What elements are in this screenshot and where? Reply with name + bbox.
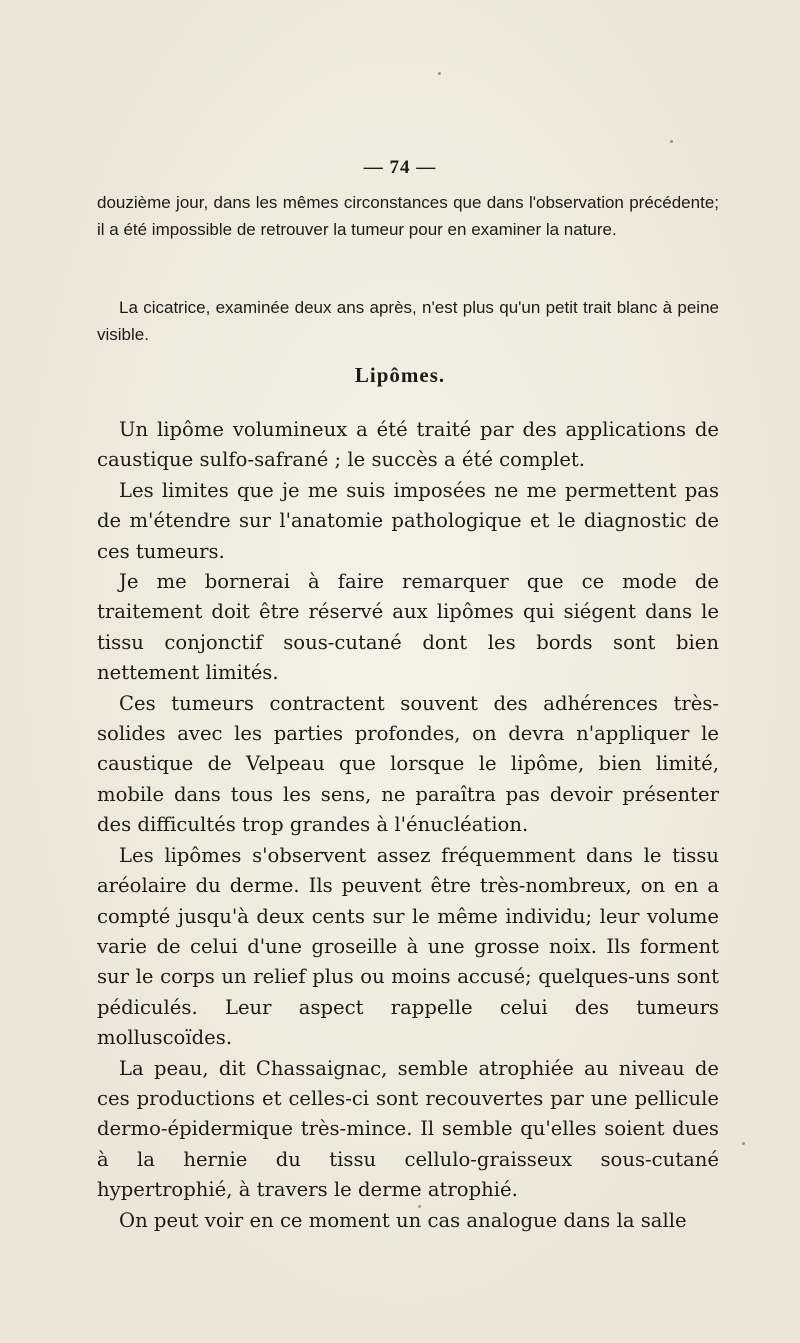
intro-paragraph-1 bbox=[97, 190, 719, 243]
body-paragraph: Je me bornerai à faire remarquer que ce mode de traitement doit être réservé aux lipômes qui siégent dans le tissu conjonctif sous-cutané dont les bords sont bien nettement limités. bbox=[97, 570, 719, 685]
paper-speck bbox=[418, 1205, 421, 1208]
section-body bbox=[97, 415, 719, 1236]
body-paragraph: Les limites que je me suis imposées ne me permettent pas de m'étendre sur l'anatomie pathologique et le diagnostic de ces tumeurs. bbox=[97, 478, 719, 563]
body-paragraph: La peau, dit Chassaignac, semble atrophiée au niveau de ces productions et celles-ci sont recouvertes par une pellicule dermo-épidermique très-mince. Il semble qu'elles soient dues à la hernie du tissu cellulo-graisseux sous-cutané hypertrophié, à travers le derme atrophié. bbox=[97, 1056, 719, 1202]
paragraph-text: La cicatrice, examinée deux ans après, n'est plus qu'un petit trait blanc à peine visible. bbox=[97, 298, 719, 344]
paper-speck bbox=[438, 72, 441, 75]
paragraph-text: douzième jour, dans les mêmes circonstances que dans l'observation précédente; il a été impossible de retrouver la tumeur pour en examiner la nature. bbox=[97, 193, 719, 239]
paper-speck bbox=[742, 1142, 745, 1145]
body-paragraph: Un lipôme volumineux a été traité par des applications de caustique sulfo-safrané ; le succès a été complet. bbox=[97, 418, 719, 472]
paper-speck bbox=[670, 140, 673, 143]
intro-paragraph-2 bbox=[97, 295, 719, 348]
section-title: Lipômes. bbox=[354, 363, 446, 387]
body-paragraph: Ces tumeurs contractent souvent des adhérences très-solides avec les parties profondes, on devra n'appliquer le caustique de Velpeau que lorsque le lipôme, bien limité, mobile dans tous les sens, ne paraîtra pas devoir présenter des difficultés trop grandes à l'énucléation. bbox=[97, 691, 719, 837]
page-number: — 74 — bbox=[363, 157, 437, 178]
body-paragraph: On peut voir en ce moment un cas analogue dans la salle bbox=[119, 1208, 687, 1232]
body-paragraph: Les lipômes s'observent assez fréquemment dans le tissu aréolaire du derme. Ils peuvent être très-nombreux, on en a compté jusqu'à deux cents sur le même individu; leur volume varie de celui d'une groseille à une grosse noix. Ils forment sur le corps un relief plus ou moins accusé; quelques-uns sont pédiculés. Leur aspect rappelle celui des tumeurs molluscoïdes. bbox=[97, 843, 719, 1050]
